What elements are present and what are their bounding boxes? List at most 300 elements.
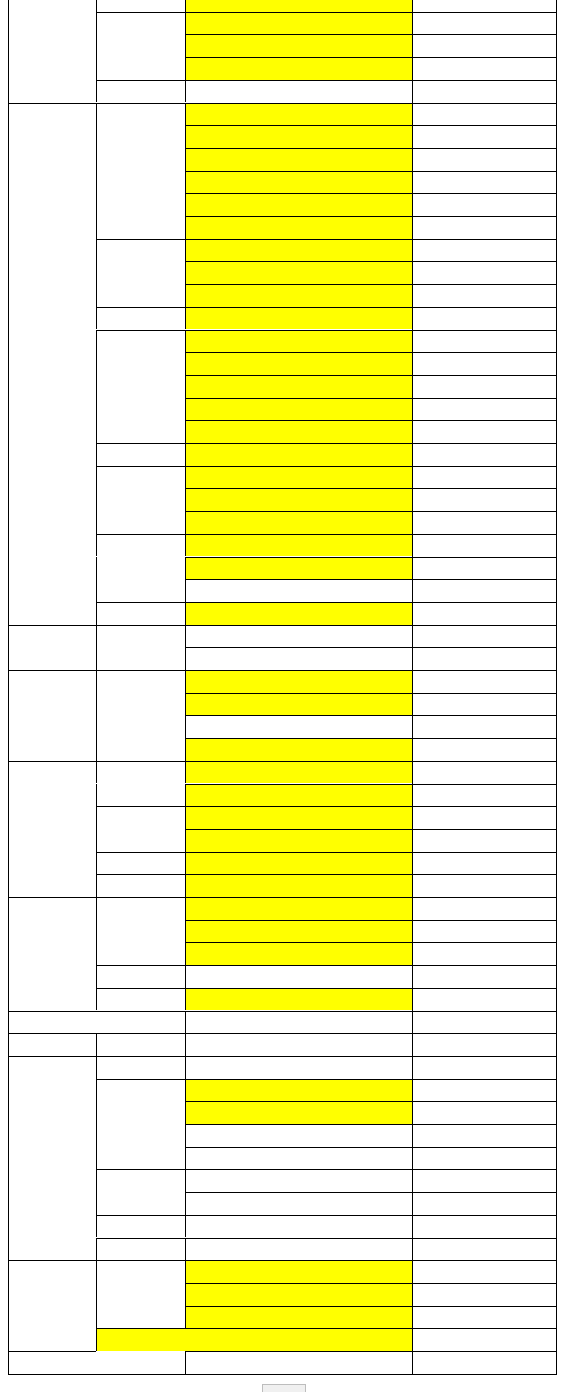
district-cell xyxy=(185,625,412,648)
date-cell xyxy=(412,239,557,262)
district-cell xyxy=(185,965,412,988)
date-cell xyxy=(412,806,557,829)
grid-line xyxy=(185,965,557,966)
district-cell xyxy=(185,80,412,103)
date-cell xyxy=(412,375,557,398)
district-cell xyxy=(185,988,412,1011)
date-cell xyxy=(412,1328,557,1351)
grid-line xyxy=(8,761,96,762)
grid-line xyxy=(96,1169,97,1192)
grid-line xyxy=(185,761,557,762)
date-cell xyxy=(412,1169,557,1192)
grid-line xyxy=(96,352,97,375)
grid-line xyxy=(185,1351,557,1352)
district-cell xyxy=(185,1056,412,1079)
date-cell xyxy=(412,193,557,216)
date-cell xyxy=(412,761,557,784)
province-cell xyxy=(8,0,96,103)
district-cell xyxy=(185,443,412,466)
grid-line xyxy=(185,352,557,353)
grid-line xyxy=(96,625,185,626)
date-cell xyxy=(412,1215,557,1238)
grid-line xyxy=(185,1328,557,1329)
date-cell xyxy=(412,466,557,489)
city-cell xyxy=(96,988,185,1011)
district-cell xyxy=(185,284,412,307)
date-cell xyxy=(412,148,557,171)
grid-line xyxy=(185,647,557,648)
grid-line xyxy=(185,670,186,693)
grid-line xyxy=(185,488,557,489)
grid-line xyxy=(96,1283,97,1306)
grid-line xyxy=(185,874,186,897)
grid-line xyxy=(96,1124,97,1147)
grid-line xyxy=(96,511,97,534)
grid-line xyxy=(185,307,186,330)
grid-line xyxy=(185,171,557,172)
city-cell xyxy=(96,1033,185,1056)
grid-line xyxy=(185,1033,186,1056)
grid-line xyxy=(96,806,97,829)
district-cell xyxy=(185,307,412,330)
city-cell xyxy=(96,80,185,103)
grid-line xyxy=(185,1124,557,1125)
grid-line xyxy=(185,602,186,625)
district-cell xyxy=(185,557,412,580)
city-cell xyxy=(96,1169,185,1214)
grid-line xyxy=(96,375,97,398)
grid-line xyxy=(185,1215,557,1216)
grid-line xyxy=(96,920,97,943)
grid-line xyxy=(185,330,186,353)
grid-line xyxy=(8,1056,96,1057)
date-cell xyxy=(412,0,557,12)
grid-line xyxy=(185,897,186,920)
grid-line xyxy=(185,103,186,126)
grid-line xyxy=(185,284,186,307)
city-cell xyxy=(96,852,185,875)
grid-line xyxy=(96,829,97,852)
city-cell xyxy=(96,443,185,466)
grid-line xyxy=(96,216,97,239)
grid-line xyxy=(96,852,97,875)
grid-line xyxy=(96,1101,97,1124)
city-cell xyxy=(96,625,185,670)
grid-line xyxy=(185,488,186,511)
date-cell xyxy=(412,897,557,920)
grid-line xyxy=(185,1056,186,1079)
date-cell xyxy=(412,1147,557,1170)
date-cell xyxy=(412,1192,557,1215)
grid-line xyxy=(96,1056,97,1079)
grid-line xyxy=(96,420,97,443)
date-cell xyxy=(412,398,557,421)
district-cell xyxy=(185,511,412,534)
grid-line xyxy=(8,1374,557,1375)
date-cell xyxy=(412,1101,557,1124)
grid-line xyxy=(96,1215,97,1238)
date-cell xyxy=(412,1260,557,1283)
grid-line xyxy=(185,715,186,738)
grid-line xyxy=(96,103,97,126)
grid-line xyxy=(96,1147,97,1170)
grid-line xyxy=(8,0,9,1374)
grid-line xyxy=(185,1283,557,1284)
grid-line xyxy=(96,1079,185,1080)
grid-line xyxy=(8,1260,96,1261)
city-cell xyxy=(96,0,185,12)
grid-line xyxy=(185,80,186,103)
district-cell xyxy=(185,1351,412,1374)
grid-line xyxy=(185,1101,557,1102)
grid-line xyxy=(185,1169,186,1192)
grid-line xyxy=(96,874,185,875)
district-cell xyxy=(185,239,412,262)
date-cell xyxy=(412,511,557,534)
date-cell xyxy=(412,670,557,693)
grid-line xyxy=(96,852,185,853)
city-cell xyxy=(96,965,185,988)
grid-line xyxy=(96,330,185,331)
grid-line xyxy=(185,738,186,761)
grid-line xyxy=(96,988,97,1011)
date-cell xyxy=(412,1306,557,1329)
date-cell xyxy=(412,1079,557,1102)
grid-line xyxy=(412,0,413,1374)
grid-line xyxy=(185,443,557,444)
date-cell xyxy=(412,443,557,466)
grid-line xyxy=(185,398,186,421)
district-cell xyxy=(185,897,412,920)
district-cell xyxy=(185,466,412,489)
district-cell xyxy=(185,1215,412,1238)
grid-line xyxy=(96,1306,97,1329)
district-cell xyxy=(185,1192,412,1215)
grid-line xyxy=(96,806,185,807)
province-cell xyxy=(8,1033,96,1056)
grid-line xyxy=(96,307,185,308)
grid-line xyxy=(185,625,186,648)
grid-line xyxy=(96,715,97,738)
grid-line xyxy=(8,625,96,626)
grid-line xyxy=(185,466,557,467)
grid-line xyxy=(185,216,557,217)
district-cell xyxy=(185,829,412,852)
grid-line xyxy=(96,761,97,784)
grid-line xyxy=(96,625,97,648)
grid-line xyxy=(185,670,557,671)
district-cell xyxy=(185,852,412,875)
date-cell xyxy=(412,784,557,807)
province-cell xyxy=(8,670,96,761)
date-cell xyxy=(412,12,557,35)
grid-line xyxy=(185,12,186,35)
district-cell xyxy=(185,715,412,738)
district-cell xyxy=(185,761,412,784)
grid-line xyxy=(8,670,96,671)
district-cell xyxy=(185,330,412,353)
grid-line xyxy=(96,670,185,671)
date-cell xyxy=(412,171,557,194)
grid-line xyxy=(185,852,186,875)
grid-line xyxy=(185,1306,186,1329)
grid-line xyxy=(185,579,186,602)
district-cell xyxy=(185,806,412,829)
city-cell xyxy=(96,1260,185,1328)
grid-line xyxy=(96,12,97,35)
date-cell xyxy=(412,602,557,625)
date-cell xyxy=(412,216,557,239)
province-cell xyxy=(8,1351,185,1374)
grid-line xyxy=(96,466,185,467)
district-cell xyxy=(96,1328,412,1351)
grid-line xyxy=(185,420,557,421)
district-cell xyxy=(185,942,412,965)
grid-line xyxy=(185,920,186,943)
grid-line xyxy=(185,239,186,262)
city-cell xyxy=(96,239,185,307)
province-cell xyxy=(8,1260,96,1351)
grid-line xyxy=(185,307,557,308)
grid-line xyxy=(96,988,185,989)
grid-line xyxy=(185,534,557,535)
grid-line xyxy=(8,1011,96,1012)
grid-line xyxy=(8,1033,96,1034)
grid-line xyxy=(185,693,186,716)
district-cell xyxy=(185,488,412,511)
date-cell xyxy=(412,647,557,670)
grid-line xyxy=(185,1306,557,1307)
city-cell xyxy=(96,534,185,602)
district-cell xyxy=(185,1169,412,1192)
province-cell xyxy=(8,761,96,897)
grid-line xyxy=(96,897,97,920)
grid-line xyxy=(96,443,97,466)
grid-line xyxy=(185,511,186,534)
grid-line xyxy=(185,284,557,285)
date-cell xyxy=(412,57,557,80)
grid-line xyxy=(185,193,557,194)
grid-line xyxy=(96,534,185,535)
grid-line xyxy=(185,738,557,739)
grid-line xyxy=(96,443,185,444)
grid-line xyxy=(185,420,186,443)
grid-line xyxy=(185,625,557,626)
grid-line xyxy=(96,80,97,103)
grid-line xyxy=(185,1283,186,1306)
grid-line xyxy=(96,557,97,580)
date-cell xyxy=(412,80,557,103)
grid-line xyxy=(185,784,186,807)
sheet-tab-stub[interactable] xyxy=(262,1384,306,1392)
grid-line xyxy=(185,1192,557,1193)
city-cell xyxy=(96,330,185,444)
grid-line xyxy=(185,829,557,830)
grid-line xyxy=(96,1011,185,1012)
grid-line xyxy=(96,1328,97,1351)
district-cell xyxy=(185,784,412,807)
grid-line xyxy=(185,80,557,81)
grid-line xyxy=(96,965,185,966)
city-cell xyxy=(96,1079,185,1170)
grid-line xyxy=(96,579,97,602)
district-cell xyxy=(185,420,412,443)
date-cell xyxy=(412,738,557,761)
grid-line xyxy=(185,352,186,375)
date-cell xyxy=(412,352,557,375)
district-cell xyxy=(185,1147,412,1170)
province-cell xyxy=(8,897,96,1011)
grid-line xyxy=(185,34,186,57)
grid-line xyxy=(96,942,97,965)
district-cell xyxy=(185,579,412,602)
grid-line xyxy=(96,874,97,897)
province-cell xyxy=(8,625,96,670)
grid-line xyxy=(185,784,557,785)
grid-line xyxy=(96,57,97,80)
grid-line xyxy=(96,171,97,194)
grid-line xyxy=(185,1056,557,1057)
grid-line xyxy=(96,80,185,81)
city-cell xyxy=(96,602,185,625)
district-cell xyxy=(185,34,412,57)
date-cell xyxy=(412,852,557,875)
grid-line xyxy=(185,148,557,149)
date-cell xyxy=(412,103,557,126)
grid-line xyxy=(96,602,97,625)
grid-line xyxy=(185,148,186,171)
grid-line xyxy=(185,1238,186,1261)
date-cell xyxy=(412,1238,557,1261)
city-cell xyxy=(96,897,185,965)
grid-line xyxy=(185,897,557,898)
grid-line xyxy=(185,602,557,603)
grid-line xyxy=(185,557,557,558)
date-cell xyxy=(412,534,557,557)
date-cell xyxy=(412,284,557,307)
grid-line xyxy=(96,398,97,421)
grid-line xyxy=(185,261,557,262)
grid-line xyxy=(185,761,186,784)
date-cell xyxy=(412,920,557,943)
grid-line xyxy=(96,103,185,104)
grid-line xyxy=(96,148,97,171)
grid-line xyxy=(96,1033,185,1034)
grid-line xyxy=(96,602,185,603)
grid-line xyxy=(185,647,186,670)
date-cell xyxy=(412,1011,557,1034)
grid-line xyxy=(96,670,97,693)
grid-line xyxy=(96,1056,185,1057)
city-cell xyxy=(96,1215,185,1238)
province-cell xyxy=(8,1056,96,1260)
grid-line xyxy=(185,1351,186,1374)
grid-line xyxy=(96,330,97,353)
grid-line xyxy=(185,443,186,466)
grid-line xyxy=(185,806,557,807)
district-cell xyxy=(185,57,412,80)
date-cell xyxy=(412,965,557,988)
district-cell xyxy=(185,216,412,239)
grid-line xyxy=(185,1101,186,1124)
grid-line xyxy=(185,1079,186,1102)
date-cell xyxy=(412,693,557,716)
grid-line xyxy=(185,715,557,716)
district-cell xyxy=(185,103,412,126)
district-cell xyxy=(185,1124,412,1147)
grid-line xyxy=(96,784,97,807)
date-cell xyxy=(412,1033,557,1056)
grid-line xyxy=(185,806,186,829)
grid-line xyxy=(96,239,97,262)
grid-line xyxy=(96,1238,97,1261)
date-cell xyxy=(412,942,557,965)
district-cell xyxy=(185,171,412,194)
grid-line xyxy=(96,693,97,716)
grid-line xyxy=(96,239,185,240)
grid-line xyxy=(185,216,186,239)
grid-line xyxy=(185,534,186,557)
grid-line xyxy=(185,466,186,489)
city-cell xyxy=(96,103,185,239)
grid-line xyxy=(556,0,557,1374)
grid-line xyxy=(185,1192,186,1215)
district-cell xyxy=(185,670,412,693)
grid-line xyxy=(8,103,96,104)
district-cell xyxy=(185,1238,412,1261)
grid-line xyxy=(185,1147,186,1170)
grid-line xyxy=(96,1215,185,1216)
date-cell xyxy=(412,307,557,330)
grid-line xyxy=(185,942,557,943)
date-cell xyxy=(412,1283,557,1306)
district-cell xyxy=(185,398,412,421)
city-cell xyxy=(96,670,185,761)
date-cell xyxy=(412,488,557,511)
district-cell xyxy=(185,1260,412,1283)
date-cell xyxy=(412,1351,557,1374)
district-cell xyxy=(185,0,412,12)
grid-line xyxy=(185,375,186,398)
grid-line xyxy=(185,1147,557,1148)
date-cell xyxy=(412,579,557,602)
grid-line xyxy=(96,307,97,330)
grid-line xyxy=(185,57,186,80)
district-cell xyxy=(185,874,412,897)
grid-line xyxy=(96,1238,185,1239)
district-cell xyxy=(185,1283,412,1306)
grid-line xyxy=(185,920,557,921)
date-cell xyxy=(412,1056,557,1079)
district-cell xyxy=(185,352,412,375)
city-cell xyxy=(96,466,185,534)
grid-line xyxy=(185,1124,186,1147)
city-cell xyxy=(96,12,185,80)
grid-line xyxy=(185,125,557,126)
district-cell xyxy=(185,602,412,625)
grid-line xyxy=(185,579,557,580)
grid-line xyxy=(185,942,186,965)
grid-line xyxy=(185,193,186,216)
grid-line xyxy=(185,125,186,148)
grid-line xyxy=(185,261,186,284)
district-cell xyxy=(185,148,412,171)
district-cell xyxy=(185,1079,412,1102)
city-cell xyxy=(96,874,185,897)
grid-line xyxy=(185,557,186,580)
grid-line xyxy=(185,1011,186,1034)
grid-line xyxy=(185,988,557,989)
